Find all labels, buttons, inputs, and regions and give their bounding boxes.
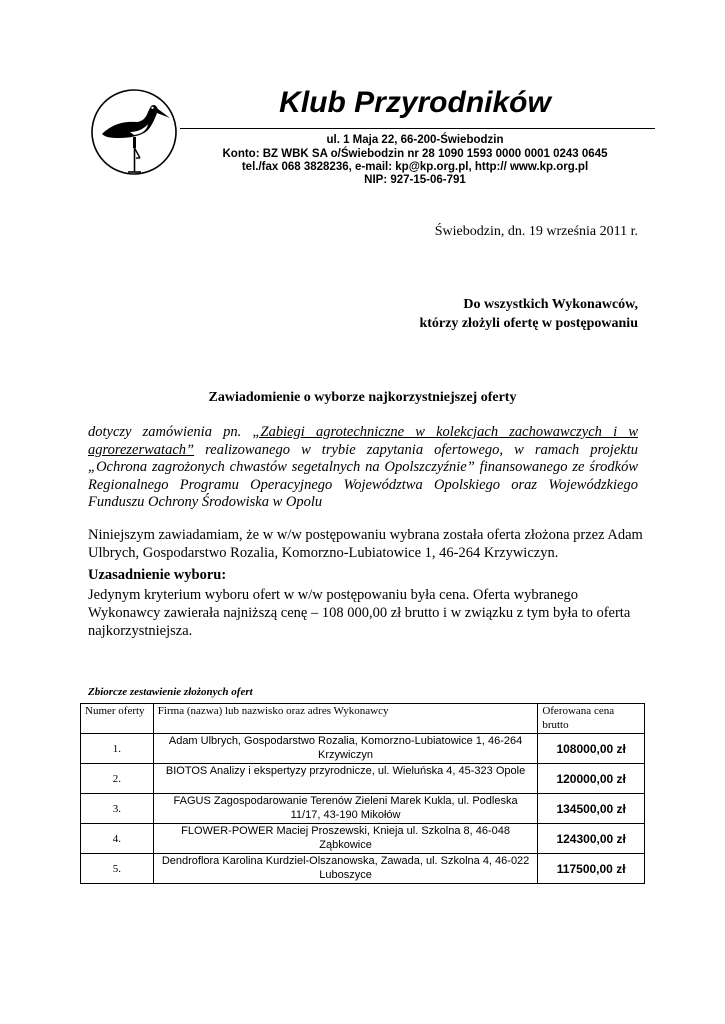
contact-line: tel./fax 068 3828236, e-mail: kp@kp.org.pl, http:// www.kp.org.pl — [241, 161, 589, 173]
offer-number: 2. — [81, 764, 154, 794]
justification-heading: Uzasadnienie wyboru: — [88, 567, 227, 583]
offer-firm: Dendroflora Karolina Kurdziel-Olszanowska, Zawada, ul. Szkolna 4, 46-022 Luboszyce — [153, 854, 538, 884]
offer-price: 120000,00 zł — [538, 764, 645, 794]
table-header-row — [81, 704, 645, 734]
table-row — [81, 734, 645, 764]
announcement-paragraph: Niniejszym zawiadamiam, że w w/w postępowaniu wybrana została oferta złożona przez Adam Ulbrych, Gospodarstwo Rozalia, Komorzno-Lubiatowice 1, 46-264 Krzywiczyn. — [88, 527, 643, 561]
column-header-number: Numer oferty — [81, 704, 154, 734]
offer-price: 134500,00 zł — [538, 794, 645, 824]
recipient-line-1: Do wszystkich Wykonawców, — [463, 297, 638, 312]
offer-number: 5. — [81, 854, 154, 884]
offer-firm: BIOTOS Analizy i ekspertyzy przyrodnicze, ul. Wieluńska 4, 45-323 Opole — [153, 764, 538, 794]
subject-paragraph — [88, 424, 638, 512]
offer-firm: FLOWER-POWER Maciej Proszewski, Knieja ul. Szkolna 8, 46-048 Ząbkowice — [153, 824, 538, 854]
subject-suffix: realizowanego w trybie zapytania ofertowego, w ramach projektu „Ochrona zagrożonych chwastów segetalnych na Opolszczyźnie” finansowanego ze środków Regionalnego Programu Operacyjnego Województwa Opolskiego oraz Wojewódzkiego Funduszu Ochrony Środowiska w Opolu — [88, 441, 638, 510]
header-divider — [180, 128, 655, 129]
column-header-price: Oferowana cena brutto — [538, 704, 645, 734]
address-line: ul. 1 Maja 22, 66-200-Świebodzin — [326, 134, 504, 146]
contract-name: „Zabiegi agrotechniczne w kolekcjach zachowawczych i w agrorezerwatach” — [88, 424, 638, 458]
justification-paragraph: Jedynym kryterium wyboru ofert w w/w postępowaniu była cena. Oferta wybranego Wykonawcy zawierała najniższą cenę – 108 000,00 zł brutto i w związku z tym była to oferta najkorzystniejsza. — [88, 587, 631, 639]
table-row — [81, 794, 645, 824]
table-caption: Zbiorcze zestawienie złożonych ofert — [88, 686, 253, 698]
table-row — [81, 854, 645, 884]
offer-price: 117500,00 zł — [538, 854, 645, 884]
offer-firm: Adam Ulbrych, Gospodarstwo Rozalia, Komorzno-Lubiatowice 1, 46-264 Krzywiczyn — [153, 734, 538, 764]
offer-price: 108000,00 zł — [538, 734, 645, 764]
offer-firm: FAGUS Zagospodarowanie Terenów Zieleni Marek Kukla, ul. Podleska 11/17, 43-190 Mikołów — [153, 794, 538, 824]
offer-price: 124300,00 zł — [538, 824, 645, 854]
offer-number: 3. — [81, 794, 154, 824]
table-row — [81, 824, 645, 854]
column-header-firm: Firma (nazwa) lub nazwisko oraz adres Wykonawcy — [153, 704, 538, 734]
subject-prefix: dotyczy zamówienia pn. — [88, 424, 253, 440]
tax-id-line: NIP: 927-15-06-791 — [364, 174, 466, 186]
table-row — [81, 764, 645, 794]
bank-account-line: Konto: BZ WBK SA o/Świebodzin nr 28 1090 1593 0000 0001 0243 0645 — [222, 148, 608, 160]
offer-number: 4. — [81, 824, 154, 854]
organization-name: Klub Przyrodników — [279, 86, 551, 119]
recipient-line-2: którzy złożyli ofertę w postępowaniu — [419, 316, 638, 331]
date-line: Świebodzin, dn. 19 września 2011 r. — [434, 224, 638, 239]
stork-logo-icon — [90, 88, 178, 176]
offers-table — [80, 703, 645, 884]
offer-number: 1. — [81, 734, 154, 764]
notice-title: Zawiadomienie o wyborze najkorzystniejszej oferty — [208, 390, 517, 405]
